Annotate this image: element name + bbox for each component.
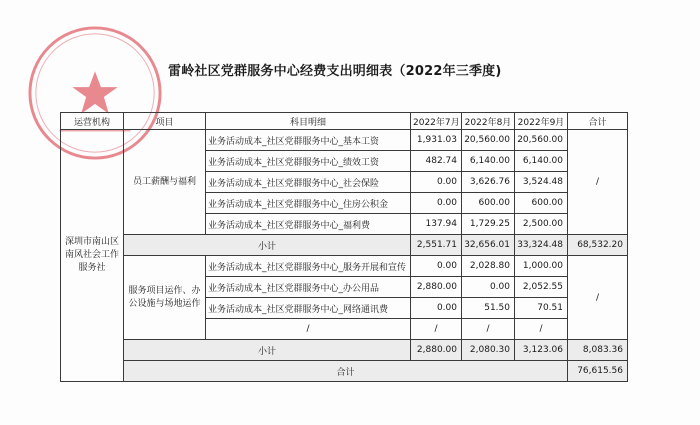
sep-cell: 2,052.55: [515, 277, 568, 298]
aug-cell: 6,140.00: [462, 151, 515, 172]
header-sep: 2022年9月: [515, 113, 568, 130]
expense-table: [60, 112, 628, 382]
header-subject: 科目明细: [206, 113, 411, 130]
sep-cell: 70.51: [515, 298, 568, 319]
aug-cell: 0.00: [462, 277, 515, 298]
subtotal-jul: 2,880.00: [411, 340, 462, 361]
header-aug: 2022年8月: [462, 113, 515, 130]
subject-cell: 业务活动成本_社区党群服务中心_福利费: [206, 214, 411, 235]
header-total: 合计: [568, 113, 628, 130]
table-row: [61, 130, 628, 151]
subject-cell: 业务活动成本_社区党群服务中心_网络通讯费: [206, 298, 411, 319]
subtotal-sep: 33,324.48: [515, 235, 568, 256]
aug-cell: 1,729.25: [462, 214, 515, 235]
jul-cell: 137.94: [411, 214, 462, 235]
aug-cell: 2,028.80: [462, 256, 515, 277]
sep-cell: 2,500.00: [515, 214, 568, 235]
group-item-cell: 服务项目运作、办公设施与场地运作: [124, 256, 206, 340]
header-row: [61, 113, 628, 130]
aug-cell: 51.50: [462, 298, 515, 319]
table-row: [61, 256, 628, 277]
org-name-cell: 深圳市南山区南风社会工作服务社: [61, 130, 124, 382]
sep-cell: 1,000.00: [515, 256, 568, 277]
subject-cell: 业务活动成本_社区党群服务中心_服务开展和宣传: [206, 256, 411, 277]
group-item-cell: 员工薪酬与福利: [124, 130, 206, 235]
subtotal-total: 8,083.36: [568, 340, 628, 361]
sep-cell: 20,560.00: [515, 130, 568, 151]
group-total-cell: /: [568, 256, 628, 340]
sep-cell: 3,524.48: [515, 172, 568, 193]
header-jul: 2022年7月: [411, 113, 462, 130]
subject-cell: 业务活动成本_社区党群服务中心_办公用品: [206, 277, 411, 298]
grand-total-value: 76,615.56: [568, 361, 628, 382]
jul-cell: /: [411, 319, 462, 340]
subtotal-sep: 3,123.06: [515, 340, 568, 361]
header-org: 运营机构: [61, 113, 124, 130]
subject-cell: 业务活动成本_社区党群服务中心_社会保险: [206, 172, 411, 193]
jul-cell: 2,880.00: [411, 277, 462, 298]
aug-cell: 3,626.76: [462, 172, 515, 193]
grand-total-row: [61, 361, 628, 382]
sep-cell: /: [515, 319, 568, 340]
subject-cell: 业务活动成本_社区党群服务中心_住房公积金: [206, 193, 411, 214]
subject-cell: /: [206, 319, 411, 340]
jul-cell: 0.00: [411, 172, 462, 193]
subtotal-label: 小计: [124, 235, 411, 256]
subtotal-label: 小计: [124, 340, 411, 361]
jul-cell: 0.00: [411, 256, 462, 277]
jul-cell: 1,931.03: [411, 130, 462, 151]
subject-cell: 业务活动成本_社区党群服务中心_基本工资: [206, 130, 411, 151]
aug-cell: /: [462, 319, 515, 340]
grand-total-label: 合计: [124, 361, 568, 382]
jul-cell: 0.00: [411, 298, 462, 319]
subtotal-row: [61, 235, 628, 256]
subtotal-aug: 2,080.30: [462, 340, 515, 361]
subtotal-jul: 2,551.71: [411, 235, 462, 256]
jul-cell: 0.00: [411, 193, 462, 214]
page-title: 雷岭社区党群服务中心经费支出明细表（2022年三季度): [168, 64, 502, 79]
jul-cell: 482.74: [411, 151, 462, 172]
sep-cell: 600.00: [515, 193, 568, 214]
subtotal-total: 68,532.20: [568, 235, 628, 256]
group-total-cell: /: [568, 130, 628, 235]
sep-cell: 6,140.00: [515, 151, 568, 172]
aug-cell: 20,560.00: [462, 130, 515, 151]
aug-cell: 600.00: [462, 193, 515, 214]
subject-cell: 业务活动成本_社区党群服务中心_绩效工资: [206, 151, 411, 172]
header-item: 项目: [124, 113, 206, 130]
subtotal-row: [61, 340, 628, 361]
subtotal-aug: 32,656.01: [462, 235, 515, 256]
